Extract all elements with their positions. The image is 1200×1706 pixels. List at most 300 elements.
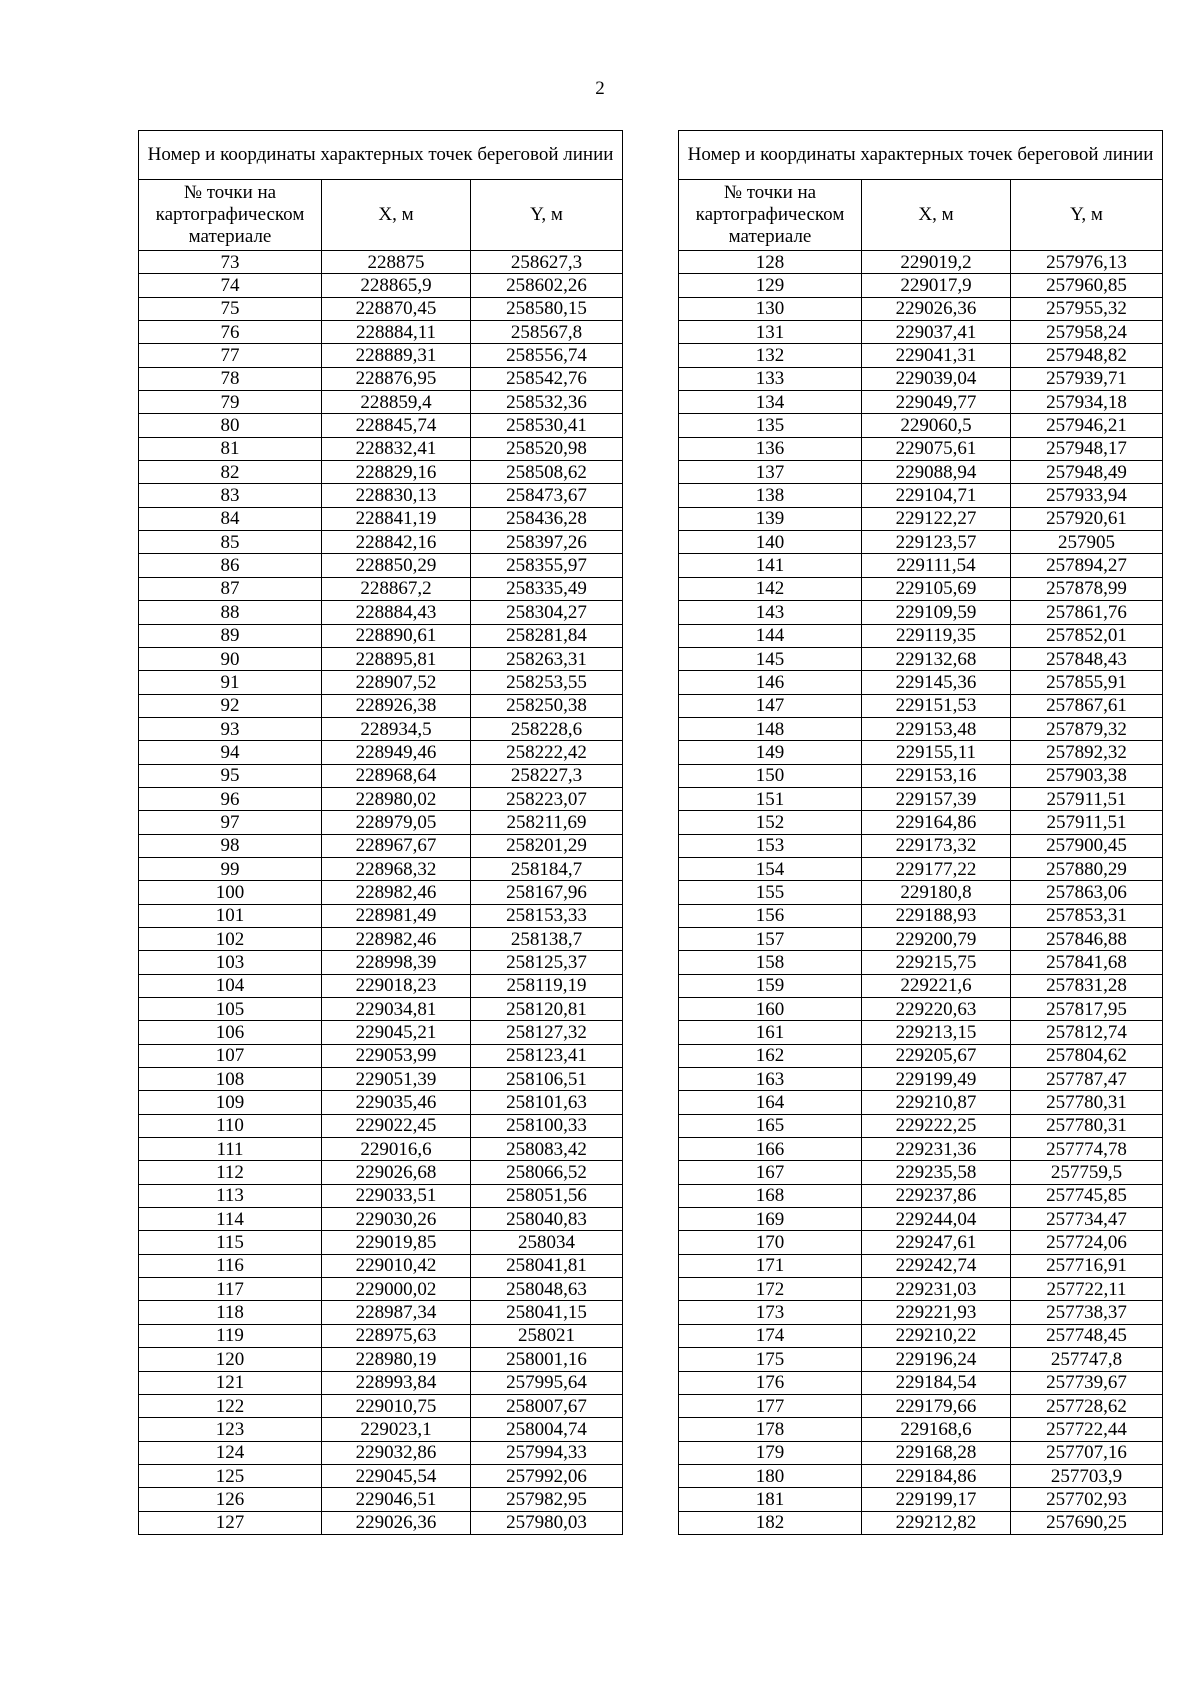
y-coordinate-cell: 257879,32: [1011, 717, 1163, 740]
y-coordinate-cell: 257933,94: [1011, 484, 1163, 507]
point-number-cell: 159: [679, 974, 862, 997]
table-row: [139, 1091, 623, 1114]
table-row: [139, 717, 623, 740]
y-coordinate-cell: 258119,19: [471, 974, 623, 997]
table-row: [679, 904, 1163, 927]
x-coordinate-cell: 229122,27: [862, 507, 1011, 530]
point-number-cell: 76: [139, 321, 322, 344]
table-row: [139, 1324, 623, 1347]
table-row: [139, 274, 623, 297]
point-number-cell: 114: [139, 1208, 322, 1231]
x-coordinate-cell: 229247,61: [862, 1231, 1011, 1254]
point-number-cell: 110: [139, 1114, 322, 1137]
x-coordinate-cell: 228890,61: [322, 624, 471, 647]
table-row: [139, 461, 623, 484]
point-number-cell: 147: [679, 694, 862, 717]
point-number-cell: 100: [139, 881, 322, 904]
table-row: [679, 998, 1163, 1021]
table-row: [139, 321, 623, 344]
table-row: [679, 1044, 1163, 1067]
table-row: [139, 391, 623, 414]
point-number-cell: 144: [679, 624, 862, 647]
table-row: [139, 531, 623, 554]
x-coordinate-cell: 229153,16: [862, 764, 1011, 787]
table-row: [679, 1068, 1163, 1091]
x-coordinate-cell: 229188,93: [862, 904, 1011, 927]
y-coordinate-cell: 257934,18: [1011, 391, 1163, 414]
x-coordinate-cell: 229030,26: [322, 1208, 471, 1231]
point-number-cell: 172: [679, 1278, 862, 1301]
x-coordinate-cell: 229032,86: [322, 1441, 471, 1464]
table-row: [139, 601, 623, 624]
y-coordinate-cell: 258542,76: [471, 367, 623, 390]
y-coordinate-cell: 257863,06: [1011, 881, 1163, 904]
table-row: [679, 1231, 1163, 1254]
y-coordinate-cell: 257748,45: [1011, 1324, 1163, 1347]
point-number-cell: 149: [679, 741, 862, 764]
point-number-cell: 89: [139, 624, 322, 647]
table-row: [679, 1324, 1163, 1347]
y-coordinate-cell: 258083,42: [471, 1138, 623, 1161]
y-coordinate-cell: 258167,96: [471, 881, 623, 904]
y-coordinate-cell: 257867,61: [1011, 694, 1163, 717]
point-number-cell: 140: [679, 531, 862, 554]
x-coordinate-cell: 229132,68: [862, 647, 1011, 670]
y-coordinate-cell: 258001,16: [471, 1348, 623, 1371]
point-number-cell: 182: [679, 1511, 862, 1534]
point-number-cell: 84: [139, 507, 322, 530]
x-coordinate-cell: 229051,39: [322, 1068, 471, 1091]
table-row: [679, 927, 1163, 950]
x-coordinate-cell: 229034,81: [322, 998, 471, 1021]
point-number-cell: 124: [139, 1441, 322, 1464]
point-number-cell: 181: [679, 1488, 862, 1511]
x-coordinate-cell: 229045,54: [322, 1464, 471, 1487]
table-row: [679, 857, 1163, 880]
x-coordinate-cell: 228875: [322, 251, 471, 274]
point-number-cell: 80: [139, 414, 322, 437]
x-coordinate-cell: 229210,87: [862, 1091, 1011, 1114]
x-coordinate-cell: 228865,9: [322, 274, 471, 297]
x-coordinate-cell: 228993,84: [322, 1371, 471, 1394]
x-coordinate-cell: 229035,46: [322, 1091, 471, 1114]
y-coordinate-cell: 257994,33: [471, 1441, 623, 1464]
y-coordinate-cell: 257841,68: [1011, 951, 1163, 974]
x-coordinate-cell: 229199,49: [862, 1068, 1011, 1091]
point-number-cell: 91: [139, 671, 322, 694]
x-coordinate-cell: 228830,13: [322, 484, 471, 507]
table-row: [139, 297, 623, 320]
table-row: [679, 601, 1163, 624]
table-row: [679, 1161, 1163, 1184]
y-coordinate-cell: 257722,11: [1011, 1278, 1163, 1301]
y-coordinate-cell: 257738,37: [1011, 1301, 1163, 1324]
x-coordinate-cell: 228998,39: [322, 951, 471, 974]
point-number-cell: 119: [139, 1324, 322, 1347]
y-coordinate-cell: 257980,03: [471, 1511, 623, 1534]
y-coordinate-cell: 258473,67: [471, 484, 623, 507]
point-number-cell: 154: [679, 857, 862, 880]
table-row: [139, 647, 623, 670]
table-caption: Номер и координаты характерных точек береговой линии: [139, 131, 623, 180]
table-row: [679, 1394, 1163, 1417]
y-coordinate-cell: 257976,13: [1011, 251, 1163, 274]
point-number-cell: 126: [139, 1488, 322, 1511]
x-coordinate-cell: 229145,36: [862, 671, 1011, 694]
table-caption: Номер и координаты характерных точек береговой линии: [679, 131, 1163, 180]
y-coordinate-cell: 258004,74: [471, 1418, 623, 1441]
point-number-cell: 175: [679, 1348, 862, 1371]
y-coordinate-cell: 258532,36: [471, 391, 623, 414]
point-number-cell: 133: [679, 367, 862, 390]
table-row: [139, 624, 623, 647]
x-coordinate-cell: 229180,8: [862, 881, 1011, 904]
y-coordinate-cell: 258355,97: [471, 554, 623, 577]
x-coordinate-cell: 229049,77: [862, 391, 1011, 414]
table-row: [679, 274, 1163, 297]
y-coordinate-cell: 258567,8: [471, 321, 623, 344]
table-row: [679, 1301, 1163, 1324]
table-row: [679, 624, 1163, 647]
x-coordinate-cell: 228968,64: [322, 764, 471, 787]
y-coordinate-cell: 257960,85: [1011, 274, 1163, 297]
table-row: [679, 461, 1163, 484]
point-number-cell: 174: [679, 1324, 862, 1347]
point-number-cell: 104: [139, 974, 322, 997]
column-header-point-number: № точки на картографическом материале: [679, 180, 862, 251]
table-row: [679, 951, 1163, 974]
y-coordinate-cell: 257958,24: [1011, 321, 1163, 344]
y-coordinate-cell: 258211,69: [471, 811, 623, 834]
point-number-cell: 99: [139, 857, 322, 880]
y-coordinate-cell: 257707,16: [1011, 1441, 1163, 1464]
x-coordinate-cell: 228949,46: [322, 741, 471, 764]
x-coordinate-cell: 229237,86: [862, 1184, 1011, 1207]
column-header-x: X, м: [862, 180, 1011, 251]
x-coordinate-cell: 229155,11: [862, 741, 1011, 764]
y-coordinate-cell: 258100,33: [471, 1114, 623, 1137]
table-row: [139, 1254, 623, 1277]
column-header-point-number: № точки на картографическом материале: [139, 180, 322, 251]
point-number-cell: 165: [679, 1114, 862, 1137]
y-coordinate-cell: 257939,71: [1011, 367, 1163, 390]
y-coordinate-cell: 258040,83: [471, 1208, 623, 1231]
x-coordinate-cell: 229151,53: [862, 694, 1011, 717]
x-coordinate-cell: 229153,48: [862, 717, 1011, 740]
coordinates-table-right: [678, 130, 1163, 1535]
x-coordinate-cell: 229200,79: [862, 927, 1011, 950]
point-number-cell: 128: [679, 251, 862, 274]
y-coordinate-cell: 257848,43: [1011, 647, 1163, 670]
x-coordinate-cell: 228979,05: [322, 811, 471, 834]
x-coordinate-cell: 229184,54: [862, 1371, 1011, 1394]
table-row: [679, 367, 1163, 390]
table-row: [679, 251, 1163, 274]
table-row: [679, 717, 1163, 740]
table-row: [679, 391, 1163, 414]
point-number-cell: 87: [139, 577, 322, 600]
x-coordinate-cell: 228975,63: [322, 1324, 471, 1347]
y-coordinate-cell: 258153,33: [471, 904, 623, 927]
table-row: [139, 671, 623, 694]
y-coordinate-cell: 258602,26: [471, 274, 623, 297]
table-row: [139, 811, 623, 834]
y-coordinate-cell: 257817,95: [1011, 998, 1163, 1021]
point-number-cell: 155: [679, 881, 862, 904]
point-number-cell: 79: [139, 391, 322, 414]
y-coordinate-cell: 258627,3: [471, 251, 623, 274]
point-number-cell: 152: [679, 811, 862, 834]
y-coordinate-cell: 257780,31: [1011, 1114, 1163, 1137]
table-row: [679, 1441, 1163, 1464]
y-coordinate-cell: 258227,3: [471, 764, 623, 787]
x-coordinate-cell: 229205,67: [862, 1044, 1011, 1067]
point-number-cell: 170: [679, 1231, 862, 1254]
table-row: [679, 1021, 1163, 1044]
point-number-cell: 129: [679, 274, 862, 297]
table-row: [139, 554, 623, 577]
x-coordinate-cell: 229199,17: [862, 1488, 1011, 1511]
point-number-cell: 134: [679, 391, 862, 414]
y-coordinate-cell: 258041,15: [471, 1301, 623, 1324]
x-coordinate-cell: 229210,22: [862, 1324, 1011, 1347]
table-row: [139, 1231, 623, 1254]
point-number-cell: 150: [679, 764, 862, 787]
y-coordinate-cell: 258228,6: [471, 717, 623, 740]
y-coordinate-cell: 257759,5: [1011, 1161, 1163, 1184]
point-number-cell: 118: [139, 1301, 322, 1324]
y-coordinate-cell: 258222,42: [471, 741, 623, 764]
x-coordinate-cell: 229039,04: [862, 367, 1011, 390]
point-number-cell: 137: [679, 461, 862, 484]
y-coordinate-cell: 258530,41: [471, 414, 623, 437]
point-number-cell: 85: [139, 531, 322, 554]
y-coordinate-cell: 257852,01: [1011, 624, 1163, 647]
table-row: [139, 1394, 623, 1417]
x-coordinate-cell: 229173,32: [862, 834, 1011, 857]
y-coordinate-cell: 258263,31: [471, 647, 623, 670]
x-coordinate-cell: 229010,42: [322, 1254, 471, 1277]
x-coordinate-cell: 228981,49: [322, 904, 471, 927]
y-coordinate-cell: 257745,85: [1011, 1184, 1163, 1207]
table-row: [139, 1068, 623, 1091]
y-coordinate-cell: 258253,55: [471, 671, 623, 694]
x-coordinate-cell: 228829,16: [322, 461, 471, 484]
x-coordinate-cell: 228845,74: [322, 414, 471, 437]
x-coordinate-cell: 229164,86: [862, 811, 1011, 834]
point-number-cell: 139: [679, 507, 862, 530]
table-row: [139, 1021, 623, 1044]
y-coordinate-cell: 257853,31: [1011, 904, 1163, 927]
point-number-cell: 122: [139, 1394, 322, 1417]
x-coordinate-cell: 228934,5: [322, 717, 471, 740]
point-number-cell: 90: [139, 647, 322, 670]
point-number-cell: 74: [139, 274, 322, 297]
y-coordinate-cell: 257878,99: [1011, 577, 1163, 600]
point-number-cell: 102: [139, 927, 322, 950]
y-coordinate-cell: 258508,62: [471, 461, 623, 484]
table-row: [679, 577, 1163, 600]
point-number-cell: 98: [139, 834, 322, 857]
y-coordinate-cell: 257812,74: [1011, 1021, 1163, 1044]
x-coordinate-cell: 229231,03: [862, 1278, 1011, 1301]
table-row: [679, 297, 1163, 320]
point-number-cell: 77: [139, 344, 322, 367]
table-row: [679, 437, 1163, 460]
y-coordinate-cell: 258520,98: [471, 437, 623, 460]
point-number-cell: 106: [139, 1021, 322, 1044]
table-row: [139, 998, 623, 1021]
x-coordinate-cell: 229000,02: [322, 1278, 471, 1301]
table-row: [139, 1161, 623, 1184]
x-coordinate-cell: 228884,43: [322, 601, 471, 624]
table-row: [679, 344, 1163, 367]
point-number-cell: 164: [679, 1091, 862, 1114]
point-number-cell: 143: [679, 601, 862, 624]
x-coordinate-cell: 228980,02: [322, 787, 471, 810]
y-coordinate-cell: 257892,32: [1011, 741, 1163, 764]
table-row: [679, 1254, 1163, 1277]
y-coordinate-cell: 258034: [471, 1231, 623, 1254]
x-coordinate-cell: 229010,75: [322, 1394, 471, 1417]
point-number-cell: 107: [139, 1044, 322, 1067]
y-coordinate-cell: 258580,15: [471, 297, 623, 320]
point-number-cell: 157: [679, 927, 862, 950]
point-number-cell: 103: [139, 951, 322, 974]
y-coordinate-cell: 258123,41: [471, 1044, 623, 1067]
x-coordinate-cell: 228867,2: [322, 577, 471, 600]
point-number-cell: 176: [679, 1371, 862, 1394]
table-row: [139, 951, 623, 974]
table-row: [139, 1044, 623, 1067]
x-coordinate-cell: 229075,61: [862, 437, 1011, 460]
point-number-cell: 92: [139, 694, 322, 717]
table-row: [139, 437, 623, 460]
y-coordinate-cell: 257948,82: [1011, 344, 1163, 367]
x-coordinate-cell: 229026,68: [322, 1161, 471, 1184]
x-coordinate-cell: 229026,36: [862, 297, 1011, 320]
y-coordinate-cell: 257831,28: [1011, 974, 1163, 997]
table-row: [679, 507, 1163, 530]
point-number-cell: 108: [139, 1068, 322, 1091]
y-coordinate-cell: 257804,62: [1011, 1044, 1163, 1067]
point-number-cell: 138: [679, 484, 862, 507]
y-coordinate-cell: 258120,81: [471, 998, 623, 1021]
table-row: [679, 787, 1163, 810]
point-number-cell: 111: [139, 1138, 322, 1161]
x-coordinate-cell: 229041,31: [862, 344, 1011, 367]
y-coordinate-cell: 257955,32: [1011, 297, 1163, 320]
table-row: [139, 1114, 623, 1137]
point-number-cell: 81: [139, 437, 322, 460]
y-coordinate-cell: 257880,29: [1011, 857, 1163, 880]
y-coordinate-cell: 258125,37: [471, 951, 623, 974]
point-number-cell: 153: [679, 834, 862, 857]
y-coordinate-cell: 257911,51: [1011, 811, 1163, 834]
table-row: [139, 344, 623, 367]
table-row: [139, 834, 623, 857]
x-coordinate-cell: 228967,67: [322, 834, 471, 857]
x-coordinate-cell: 228907,52: [322, 671, 471, 694]
y-coordinate-cell: 257900,45: [1011, 834, 1163, 857]
table-row: [679, 741, 1163, 764]
x-coordinate-cell: 229215,75: [862, 951, 1011, 974]
point-number-cell: 135: [679, 414, 862, 437]
x-coordinate-cell: 229179,66: [862, 1394, 1011, 1417]
table-row: [679, 647, 1163, 670]
y-coordinate-cell: 257995,64: [471, 1371, 623, 1394]
table-row: [679, 764, 1163, 787]
table-row: [139, 1184, 623, 1207]
y-coordinate-cell: 257724,06: [1011, 1231, 1163, 1254]
y-coordinate-cell: 258127,32: [471, 1021, 623, 1044]
point-number-cell: 120: [139, 1348, 322, 1371]
x-coordinate-cell: 229019,2: [862, 251, 1011, 274]
x-coordinate-cell: 229046,51: [322, 1488, 471, 1511]
point-number-cell: 168: [679, 1184, 862, 1207]
x-coordinate-cell: 229184,86: [862, 1464, 1011, 1487]
point-number-cell: 83: [139, 484, 322, 507]
x-coordinate-cell: 229060,5: [862, 414, 1011, 437]
x-coordinate-cell: 228832,41: [322, 437, 471, 460]
y-coordinate-cell: 257787,47: [1011, 1068, 1163, 1091]
y-coordinate-cell: 257992,06: [471, 1464, 623, 1487]
y-coordinate-cell: 258051,56: [471, 1184, 623, 1207]
x-coordinate-cell: 229033,51: [322, 1184, 471, 1207]
y-coordinate-cell: 258397,26: [471, 531, 623, 554]
point-number-cell: 96: [139, 787, 322, 810]
x-coordinate-cell: 228841,19: [322, 507, 471, 530]
x-coordinate-cell: 229213,15: [862, 1021, 1011, 1044]
point-number-cell: 162: [679, 1044, 862, 1067]
point-number-cell: 112: [139, 1161, 322, 1184]
table-row: [139, 764, 623, 787]
table-row: [139, 881, 623, 904]
column-header-y: Y, м: [1011, 180, 1163, 251]
table-row: [139, 1441, 623, 1464]
coordinates-table-left: [138, 130, 623, 1535]
point-number-cell: 105: [139, 998, 322, 1021]
point-number-cell: 171: [679, 1254, 862, 1277]
table-row: [679, 1208, 1163, 1231]
point-number-cell: 156: [679, 904, 862, 927]
point-number-cell: 151: [679, 787, 862, 810]
table-row: [679, 671, 1163, 694]
y-coordinate-cell: 257703,9: [1011, 1464, 1163, 1487]
table-row: [139, 1138, 623, 1161]
table-row: [139, 1208, 623, 1231]
point-number-cell: 148: [679, 717, 862, 740]
point-number-cell: 142: [679, 577, 862, 600]
point-number-cell: 86: [139, 554, 322, 577]
y-coordinate-cell: 257739,67: [1011, 1371, 1163, 1394]
x-coordinate-cell: 229157,39: [862, 787, 1011, 810]
y-coordinate-cell: 257846,88: [1011, 927, 1163, 950]
x-coordinate-cell: 229022,45: [322, 1114, 471, 1137]
y-coordinate-cell: 257894,27: [1011, 554, 1163, 577]
x-coordinate-cell: 229168,28: [862, 1441, 1011, 1464]
x-coordinate-cell: 229019,85: [322, 1231, 471, 1254]
y-coordinate-cell: 257702,93: [1011, 1488, 1163, 1511]
table-row: [139, 857, 623, 880]
y-coordinate-cell: 258041,81: [471, 1254, 623, 1277]
point-number-cell: 116: [139, 1254, 322, 1277]
y-coordinate-cell: 258184,7: [471, 857, 623, 880]
x-coordinate-cell: 229104,71: [862, 484, 1011, 507]
x-coordinate-cell: 228850,29: [322, 554, 471, 577]
point-number-cell: 113: [139, 1184, 322, 1207]
y-coordinate-cell: 257728,62: [1011, 1394, 1163, 1417]
